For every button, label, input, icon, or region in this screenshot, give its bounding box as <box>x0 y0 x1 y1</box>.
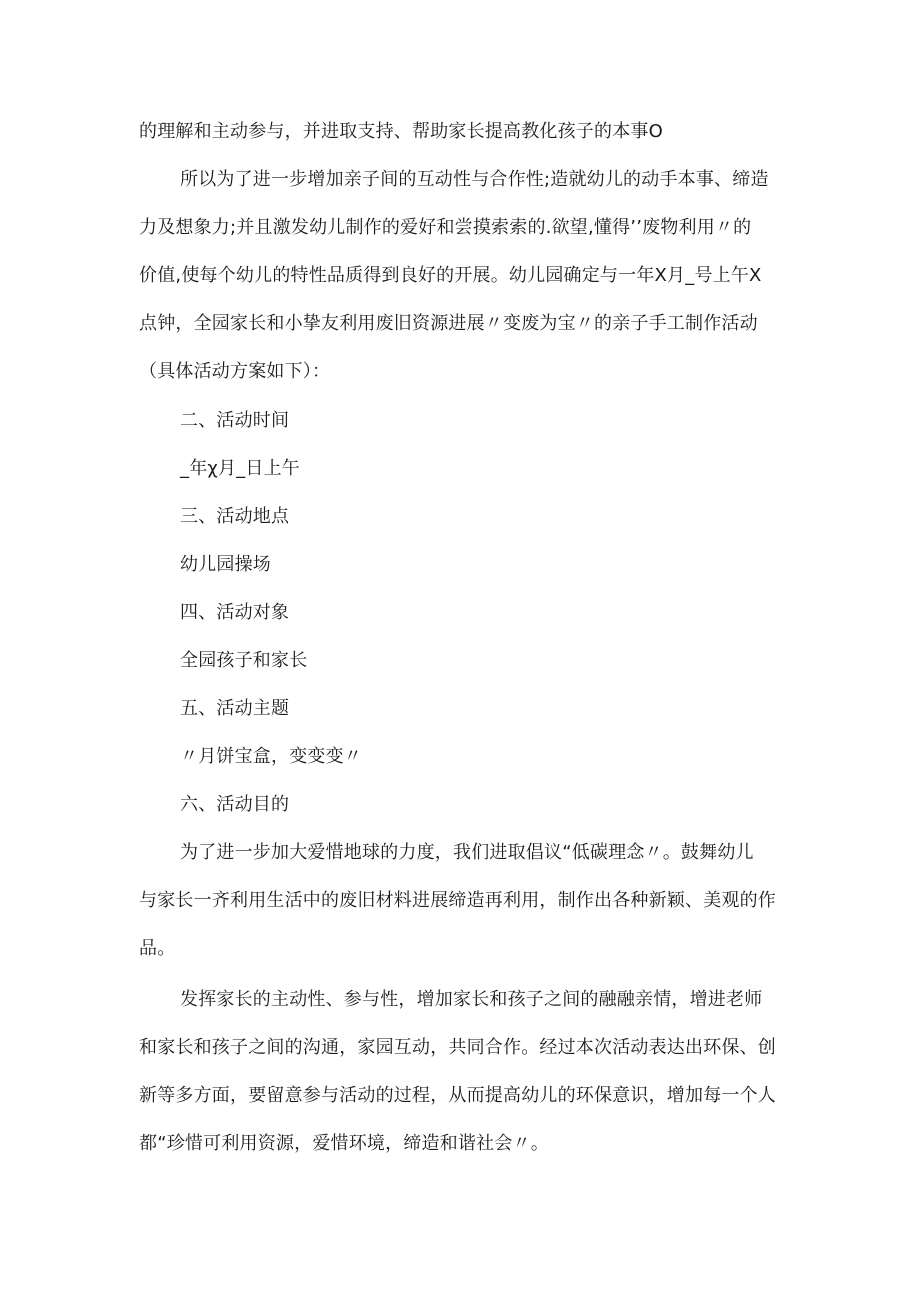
paragraph-line: 新等多方面，要留意参与活动的过程，从而提高幼儿的环保意识，增加每一个人 <box>139 1085 776 1106</box>
paragraph-line: 为了进一步加大爱惜地球的力度，我们进取倡议“低碳理念〃。鼓舞幼儿 <box>180 842 754 863</box>
section-content: 全园孩子和家长 <box>180 650 308 671</box>
section-heading: 六、活动目的 <box>180 794 290 815</box>
section-content: _年χ月_日上午 <box>180 458 300 479</box>
paragraph-line: 和家长和孩子之间的沟通，家园互动，共同合作。经过本次活动表达出环保、创 <box>139 1037 776 1058</box>
section-heading: 四、活动对象 <box>180 602 290 623</box>
paragraph-line: （具体活动方案如下）： <box>139 361 331 382</box>
paragraph-line: 的理解和主动参与，并进取支持、帮助家长提高教化孩子的本事O <box>139 121 663 142</box>
paragraph-line: 力及想象力;并且激发幼儿制作的爱好和尝摸索索的.欲望,懂得’’废物利用〃的 <box>139 217 752 238</box>
paragraph-line: 与家长一齐利用生活中的废旧材料进展缔造再利用，制作出各种新颖、美观的作 <box>139 890 776 911</box>
paragraph-line: 发挥家长的主动性、参与性，增加家长和孩子之间的融融亲情，增进老师 <box>180 989 763 1010</box>
section-content: 幼儿园操场 <box>180 554 271 575</box>
section-content: 〃月饼宝盒，变变变〃 <box>180 746 362 767</box>
paragraph-line: 价值,使每个幼儿的特性品质得到良好的开展。幼儿园确定与一年X月_号上午X <box>139 265 762 286</box>
paragraph-line: 品。 <box>139 938 176 959</box>
paragraph-line: 所以为了进一步增加亲子间的互动性与合作性;造就幼儿的动手本事、缔造 <box>180 169 769 190</box>
paragraph-line: 点钟，全园家长和小挚友利用废旧资源进展〃变废为宝〃的亲子手工制作活动 <box>139 313 758 334</box>
section-heading: 五、活动主题 <box>180 698 290 719</box>
section-heading: 二、活动时间 <box>180 410 290 431</box>
paragraph-line: 都“珍惜可利用资源，爱惜环境，缔造和谐社会〃。 <box>139 1133 549 1154</box>
section-heading: 三、活动地点 <box>180 506 290 527</box>
